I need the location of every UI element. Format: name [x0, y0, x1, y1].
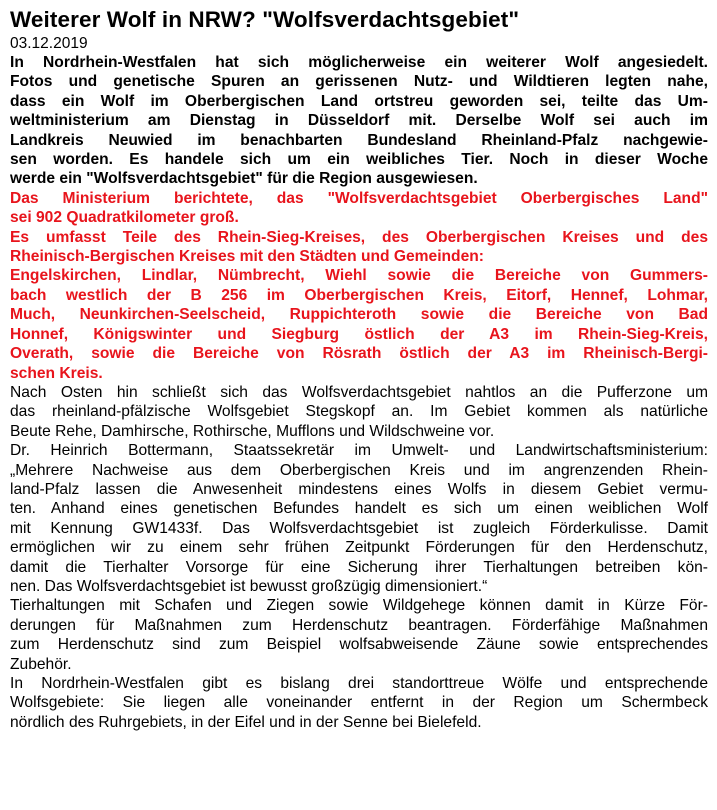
text-line: Overath, sowie die Bereiche von Rösrath östlich der A3 im Rheinisch-Bergi- — [10, 345, 708, 363]
text-line: Zubehör. — [10, 655, 72, 673]
article-title: Weiterer Wolf in NRW? "Wolfsverdachtsgebiet" — [10, 7, 520, 32]
text-line: mit Kennung GW1433f. Das Wolfsverdachtsgebiet ist zugleich Förderkulisse. Damit — [10, 519, 708, 537]
text-line: sei 902 Quadratkilometer groß. — [10, 209, 239, 227]
text-line: das rheinland-pfälzische Wolfsgebiet Stegskopf an. Im Gebiet kommen als natürliche — [10, 403, 708, 421]
text-line: bach westlich der B 256 im Oberbergischen Kreis, Eitorf, Hennef, Lohmar, — [10, 286, 708, 304]
text-line: „Mehrere Nachweise aus dem Oberbergischen Kreis und im angrenzenden Rhein- — [10, 461, 708, 479]
text-line: land-Pfalz lassen die Anwesenheit mindestens eines Wolfs in diesem Gebiet vermu- — [10, 480, 708, 498]
highlight-paragraph-area — [10, 189, 708, 228]
text-line: zum Herdenschutz sind zum Beispiel wolfsabweisende Zäune sowie entsprechendes — [10, 636, 708, 654]
text-line: Fotos und genetische Spuren an gerissenen Nutz- und Wildtieren legten nahe, — [10, 73, 708, 91]
text-line: Nach Osten hin schließt sich das Wolfsverdachtsgebiet nahtlos an die Pufferzone um — [10, 383, 708, 401]
text-line: In Nordrhein-Westfalen hat sich möglicherweise ein weiterer Wolf angesiedelt. — [10, 54, 708, 71]
text-line: Landkreis Neuwied im benachbarten Bundesland Rheinland-Pfalz nachgewie- — [10, 131, 708, 149]
text-line: Wolfsgebiete: Sie liegen alle voneinander entfernt in der Region um Schermbeck — [10, 694, 708, 712]
text-line: derungen für Maßnahmen zum Herdenschutz beantragen. Förderfähige Maßnahmen — [10, 616, 708, 634]
article-date: 03.12.2019 — [10, 35, 88, 52]
text-line: Engelskirchen, Lindlar, Nümbrecht, Wiehl sowie die Bereiche von Gummers- — [10, 267, 708, 285]
text-line: nördlich des Ruhrgebiets, in der Eifel und in der Senne bei Bielefeld. — [10, 713, 482, 731]
text-line: ermöglichen wir zu einem sehr frühen Zeitpunkt Förderungen für den Herdenschutz, — [10, 539, 708, 557]
text-line: In Nordrhein-Westfalen gibt es bislang drei standorttreue Wölfe und entsprechende — [10, 675, 708, 692]
text-line: Beute Rehe, Damhirsche, Rothirsche, Mufflons und Wildschweine vor. — [10, 422, 495, 440]
text-line: weltministerium am Dienstag in Düsseldorf mit. Derselbe Wolf sei auch im — [10, 112, 708, 130]
text-line: sen worden. Es handele sich um ein weibliches Tier. Noch in dieser Woche — [10, 151, 708, 169]
highlight-paragraph-municipalities — [10, 228, 708, 383]
text-line: ten. Anhand eines genetischen Befundes handelt es sich um einen weiblichen Wolf — [10, 500, 708, 518]
lead-paragraph — [10, 53, 708, 189]
text-line: Honnef, Königswinter und Siegburg östlich der A3 im Rhein-Sieg-Kreis, — [10, 325, 708, 343]
text-line: Es umfasst Teile des Rhein-Sieg-Kreises, des Oberbergischen Kreises und des — [10, 228, 708, 246]
text-line: Rheinisch-Bergischen Kreises mit den Städten und Gemeinden: — [10, 248, 484, 266]
body-paragraph — [10, 674, 708, 732]
text-line: schen Kreis. — [10, 364, 103, 382]
text-line: dass ein Wolf im Oberbergischen Land ortstreu geworden sei, teilte das Um- — [10, 92, 708, 110]
text-line: nen. Das Wolfsverdachtsgebiet ist bewusst großzügig dimensioniert.“ — [10, 577, 488, 595]
text-line: werde ein "Wolfsverdachtsgebiet" für die Region ausgewiesen. — [10, 170, 478, 188]
text-line: Much, Neunkirchen-Seelscheid, Ruppichteroth sowie die Bereiche von Bad — [10, 306, 708, 324]
body-paragraph — [10, 596, 708, 674]
text-line: Das Ministerium berichtete, das "Wolfsverdachtsgebiet Oberbergisches Land" — [10, 189, 708, 207]
text-line: Dr. Heinrich Bottermann, Staatssekretär im Umwelt- und Landwirtschaftsministerium: — [10, 442, 708, 460]
body-paragraph — [10, 383, 708, 441]
text-line: damit die Tierhalter Vorsorge für eine Sicherung ihrer Tierhaltungen betreiben kön- — [10, 558, 708, 576]
quote-paragraph — [10, 441, 708, 596]
text-line: Tierhaltungen mit Schafen und Ziegen sowie Wildgehege können damit in Kürze För- — [10, 597, 708, 615]
